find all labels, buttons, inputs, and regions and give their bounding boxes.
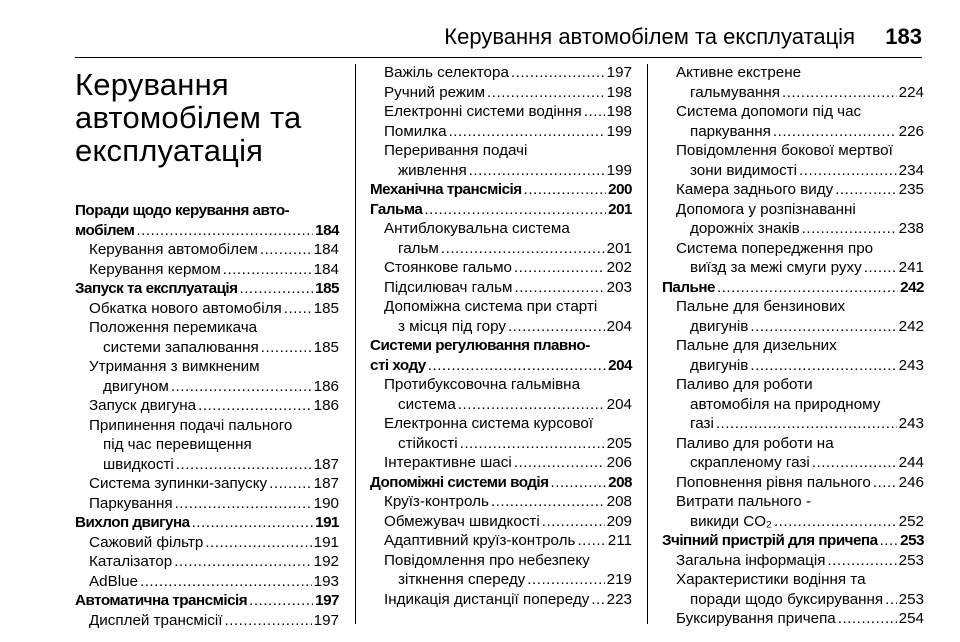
toc-entry[interactable]	[370, 531, 632, 551]
entry-title-line: Система попередження про	[676, 239, 874, 257]
toc-entry[interactable]	[75, 533, 339, 553]
leader-dots	[508, 317, 605, 337]
entry-title: Пальне	[662, 278, 715, 296]
toc-entry[interactable]	[662, 570, 924, 609]
leader-dots	[136, 221, 313, 241]
entry-page-number: 191	[315, 514, 339, 531]
entry-last-line	[384, 317, 632, 337]
entry-title: Інтерактивне шасі	[384, 454, 512, 471]
entry-page-number: 254	[898, 610, 924, 627]
entry-page-number: 242	[898, 317, 924, 335]
column-divider	[355, 64, 356, 624]
entry-page-number: 204	[608, 356, 632, 374]
entry-page-number: 242	[900, 278, 924, 296]
toc-section-entry[interactable]	[75, 591, 339, 611]
entry-page-number: 201	[608, 200, 632, 218]
entry-title-line: Системи регулювання плавно-	[370, 337, 590, 354]
entry-title: Ручний режим	[384, 83, 486, 101]
entry-page-number: 193	[313, 572, 339, 590]
entry-title-line: Електронна система курсової	[384, 415, 594, 432]
leader-dots	[812, 453, 897, 473]
entry-title: Зчіпний пристрій для причепа	[662, 532, 878, 549]
entry-last-line	[676, 219, 924, 239]
entry-title-line: Поради щодо керування авто-	[75, 202, 290, 219]
entry-title: Гальма	[370, 200, 423, 218]
entry-page-number: 187	[313, 455, 339, 473]
entry-title-line: Припинення подачі пального	[89, 416, 293, 434]
entry-title: Електронні системи водіння	[384, 103, 582, 120]
leader-dots	[511, 63, 605, 83]
leader-dots	[428, 356, 606, 376]
entry-page-number: 203	[606, 278, 632, 296]
toc-list	[370, 63, 632, 609]
toc-entry[interactable]	[662, 375, 924, 434]
leader-dots	[799, 161, 897, 181]
entry-title-line: двигуном	[103, 377, 169, 395]
entry-title: Круїз-контроль	[384, 493, 489, 510]
entry-title-line: Положення перемикача	[89, 319, 258, 336]
entry-page-number: 198	[606, 103, 632, 120]
toc-entry[interactable]	[75, 396, 339, 416]
leader-dots	[224, 611, 311, 631]
entry-title-line: автомобіля на природному	[690, 395, 881, 413]
toc-entry[interactable]	[370, 551, 632, 590]
entry-title-line: Антиблокувальна система	[384, 220, 570, 237]
entry-page-number: 219	[606, 571, 632, 588]
entry-page-number: 243	[898, 415, 924, 432]
entry-page-number: 235	[898, 181, 924, 198]
entry-title-line: швидкості	[103, 455, 174, 473]
chapter-title: Керування автомобілем та експлуатація	[75, 67, 302, 168]
toc-entry[interactable]	[370, 453, 632, 473]
entry-title: Адаптивний круїз-контроль	[384, 532, 576, 549]
toc-entry[interactable]	[75, 416, 339, 475]
entry-title: Вихлоп двигуна	[75, 514, 190, 531]
leader-dots	[192, 513, 314, 533]
entry-last-line	[676, 453, 924, 473]
leader-dots	[750, 317, 896, 337]
toc-entry[interactable]	[662, 473, 924, 493]
entry-page-number: 200	[608, 181, 632, 198]
entry-last-line	[89, 338, 339, 358]
toc-section-entry[interactable]	[370, 336, 632, 375]
entry-title: Система зупинки-запуску	[89, 475, 268, 492]
entry-last-line	[89, 455, 339, 475]
entry-page-number: 253	[898, 551, 924, 569]
entry-title-line: система	[398, 395, 456, 413]
entry-page-number: 208	[606, 493, 632, 510]
toc-entry[interactable]	[662, 102, 924, 141]
entry-title: Обмежувач швидкості	[384, 512, 540, 530]
entry-title: Обкатка нового автомобіля	[89, 299, 282, 317]
entry-page-number: 190	[313, 494, 339, 512]
toc-entry[interactable]	[370, 219, 632, 258]
entry-title-line: Система допомоги під час	[676, 103, 862, 120]
leader-dots	[524, 180, 607, 200]
leader-dots	[449, 122, 605, 142]
leader-dots	[261, 338, 312, 358]
leader-dots	[441, 239, 605, 259]
entry-page-number: 208	[608, 473, 632, 491]
toc-entry[interactable]	[370, 63, 632, 83]
entry-title: Паркування	[89, 494, 173, 512]
toc-entry[interactable]	[75, 494, 339, 514]
entry-last-line	[676, 356, 924, 376]
entry-last-line	[676, 512, 924, 532]
entry-last-line	[676, 414, 924, 434]
entry-page-number: 184	[313, 241, 339, 258]
entry-page-number: 209	[606, 512, 632, 530]
entry-title-line: зони видимості	[690, 161, 798, 179]
leader-dots	[284, 299, 312, 319]
toc-entry[interactable]	[370, 258, 632, 278]
leader-dots	[514, 258, 605, 278]
entry-page-number: 198	[606, 83, 632, 101]
entry-title-line: Повідомлення про небезпеку	[384, 551, 590, 569]
toc-entry[interactable]	[370, 122, 632, 142]
entry-title-line: двигунів	[690, 317, 749, 335]
toc-entry[interactable]	[370, 590, 632, 610]
toc-column-2	[370, 63, 632, 609]
page-number: 183	[885, 24, 922, 49]
leader-dots	[838, 609, 897, 629]
leader-dots	[175, 494, 312, 514]
entry-last-line	[384, 161, 632, 181]
entry-page-number: 253	[898, 590, 924, 608]
toc-section-entry[interactable]	[662, 278, 924, 298]
toc-entry[interactable]	[75, 357, 339, 396]
toc-entry[interactable]	[662, 63, 924, 102]
toc-entry[interactable]	[662, 434, 924, 473]
toc-section-entry[interactable]	[370, 180, 632, 200]
leader-dots	[260, 240, 312, 260]
entry-title: Важіль селектора	[384, 64, 509, 81]
leader-dots	[750, 356, 896, 376]
entry-title: Поповнення рівня пального	[676, 473, 871, 491]
entry-page-number: 241	[898, 259, 924, 276]
entry-page-number: 197	[313, 611, 339, 629]
entry-title-line: гальм	[398, 239, 439, 257]
leader-dots	[717, 278, 898, 298]
entry-title-line: газі	[690, 415, 714, 432]
entry-title: Автоматична трансмісія	[75, 592, 248, 609]
leader-dots	[205, 533, 311, 553]
entry-title-line: Паливо для роботи	[676, 376, 813, 393]
entry-title-line: системи запалювання	[103, 338, 259, 356]
entry-title-line: Витрати пального -	[676, 493, 811, 510]
leader-dots	[864, 258, 897, 278]
leader-dots	[527, 570, 604, 590]
entry-title-line: поради щодо буксирування	[690, 590, 884, 608]
entry-page-number: 234	[898, 161, 924, 179]
leader-dots	[198, 396, 312, 416]
entry-page-number: 226	[898, 122, 924, 140]
entry-title-line: під час перевищення	[103, 436, 252, 453]
leader-dots	[514, 453, 605, 473]
leader-dots	[239, 279, 313, 299]
entry-title-line: паркування	[690, 122, 771, 140]
entry-page-number: 223	[606, 590, 632, 608]
entry-title: Підсилювач гальм	[384, 278, 513, 296]
entry-page-number: 211	[607, 532, 632, 549]
entry-title-line: живлення	[398, 161, 467, 179]
leader-dots	[174, 552, 311, 572]
entry-last-line	[384, 239, 632, 259]
entry-page-number: 204	[606, 317, 632, 335]
toc-entry[interactable]	[370, 83, 632, 103]
leader-dots	[835, 180, 896, 200]
toc-entry[interactable]	[370, 492, 632, 512]
toc-entry[interactable]	[75, 552, 339, 572]
entry-title: AdBlue	[89, 572, 138, 590]
toc-entry[interactable]	[370, 141, 632, 180]
entry-title: Допоміжні системи водія	[370, 473, 549, 491]
toc-entry[interactable]	[662, 239, 924, 278]
entry-title-line: мобілем	[75, 221, 135, 239]
leader-dots	[773, 122, 897, 142]
toc-section-entry[interactable]	[370, 473, 632, 493]
leader-dots	[176, 455, 312, 475]
leader-dots	[885, 590, 896, 610]
entry-title-line: двигунів	[690, 356, 749, 374]
toc-section-entry[interactable]	[75, 201, 339, 240]
entry-title-line: Активне екстрене	[676, 64, 802, 81]
toc-entry[interactable]	[75, 572, 339, 592]
leader-dots	[458, 395, 605, 415]
toc-entry[interactable]	[662, 551, 924, 571]
leader-dots	[584, 102, 605, 122]
entry-title-line: Паливо для роботи на	[676, 434, 834, 452]
toc-entry[interactable]	[370, 297, 632, 336]
entry-last-line	[384, 434, 632, 454]
entry-title-line: Допоміжна система при старті	[384, 298, 598, 315]
entry-last-line	[370, 356, 632, 376]
entry-page-number: 186	[313, 377, 339, 395]
leader-dots	[774, 512, 897, 532]
entry-title: Дисплей трансмісії	[89, 611, 223, 629]
toc-entry[interactable]	[370, 414, 632, 453]
entry-page-number: 205	[606, 434, 632, 452]
leader-dots	[591, 590, 604, 610]
entry-title-line: скрапленому газі	[690, 454, 810, 471]
entry-title-line: Утримання з вимкненим	[89, 358, 260, 375]
toc-entry[interactable]	[662, 492, 924, 531]
entry-last-line	[676, 317, 924, 337]
toc-list	[75, 201, 339, 630]
entry-page-number: 199	[606, 122, 632, 140]
entry-title-line: дорожніх знаків	[690, 220, 800, 237]
leader-dots	[223, 260, 312, 280]
running-header-title: Керування автомобілем та експлуатація	[444, 24, 855, 49]
toc-entry[interactable]	[75, 611, 339, 631]
toc-entry[interactable]	[75, 318, 339, 357]
toc-column-3	[662, 63, 924, 629]
leader-dots	[827, 551, 896, 571]
entry-title-line: зіткнення спереду	[398, 571, 526, 588]
entry-title: Керування автомобілем	[89, 241, 258, 258]
entry-title: Каталізатор	[89, 553, 173, 570]
toc-entry[interactable]	[75, 260, 339, 280]
entry-title: Загальна інформація	[676, 551, 826, 569]
leader-dots	[577, 531, 605, 551]
entry-title-line: з місця під гору	[398, 317, 506, 335]
entry-page-number: 192	[313, 553, 339, 570]
entry-title-line: Пальне для бензинових	[676, 298, 846, 315]
entry-title: Механічна трансмісія	[370, 181, 522, 198]
entry-page-number: 185	[313, 338, 339, 356]
toc-entry[interactable]	[75, 299, 339, 319]
toc-entry[interactable]	[370, 102, 632, 122]
entry-last-line	[676, 83, 924, 103]
header-rule	[75, 57, 922, 58]
toc-entry[interactable]	[662, 200, 924, 239]
entry-last-line	[89, 377, 339, 397]
toc-entry[interactable]	[662, 297, 924, 336]
leader-dots	[880, 531, 899, 551]
toc-section-entry[interactable]	[370, 200, 632, 220]
toc-section-entry[interactable]	[75, 279, 339, 299]
toc-entry[interactable]	[662, 180, 924, 200]
entry-title-line: виїзд за межі смуги руху	[690, 259, 862, 276]
leader-dots	[491, 492, 605, 512]
entry-page-number: 184	[313, 260, 339, 278]
leader-dots	[542, 512, 605, 532]
entry-title-line: гальмування	[690, 83, 780, 101]
page-header	[0, 0, 960, 62]
toc-entry[interactable]	[75, 474, 339, 494]
leader-dots	[249, 591, 313, 611]
toc-entry[interactable]	[662, 141, 924, 180]
toc-section-entry[interactable]	[75, 513, 339, 533]
entry-page-number: 185	[315, 280, 339, 297]
entry-page-number: 246	[898, 473, 924, 491]
entry-title: Керування кермом	[89, 260, 221, 278]
leader-dots	[171, 377, 312, 397]
entry-page-number: 224	[898, 83, 924, 101]
toc-entry[interactable]	[75, 240, 339, 260]
leader-dots	[269, 474, 312, 494]
leader-dots	[802, 219, 897, 239]
leader-dots	[873, 473, 897, 493]
toc-entry[interactable]	[370, 375, 632, 414]
leader-dots	[469, 161, 605, 181]
leader-dots	[551, 473, 607, 493]
entry-title-line: викиди CO₂	[690, 512, 772, 530]
entry-title: Стоянкове гальмо	[384, 259, 512, 276]
toc-section-entry[interactable]	[662, 531, 924, 551]
entry-last-line	[676, 258, 924, 278]
leader-dots	[424, 200, 606, 220]
leader-dots	[716, 414, 897, 434]
entry-page-number: 191	[313, 533, 339, 551]
toc-entry[interactable]	[370, 278, 632, 298]
entry-title: Помилка	[384, 122, 447, 140]
entry-title-line: Допомога у розпізнаванні	[676, 200, 856, 218]
entry-page-number: 202	[606, 259, 632, 276]
entry-title-line: Характеристики водіння та	[676, 571, 866, 588]
entry-page-number: 253	[900, 532, 924, 549]
entry-title: Сажовий фільтр	[89, 533, 204, 551]
entry-page-number: 206	[606, 454, 632, 471]
toc-entry[interactable]	[370, 512, 632, 532]
entry-page-number: 185	[313, 299, 339, 317]
entry-page-number: 187	[313, 475, 339, 492]
entry-page-number: 197	[315, 592, 339, 609]
toc-entry[interactable]	[662, 336, 924, 375]
entry-title: Запуск та експлуатація	[75, 280, 238, 297]
entry-title-line: стійкості	[398, 434, 458, 452]
entry-page-number: 199	[606, 161, 632, 179]
entry-page-number: 243	[898, 356, 924, 374]
entry-page-number: 204	[606, 395, 632, 413]
entry-page-number: 252	[898, 512, 924, 530]
entry-page-number: 238	[898, 220, 924, 237]
entry-last-line	[676, 122, 924, 142]
leader-dots	[515, 278, 605, 298]
toc-column-1	[75, 62, 339, 630]
entry-title: Індикація дистанції попереду	[384, 590, 590, 608]
entry-last-line	[384, 570, 632, 590]
entry-title: Запуск двигуна	[89, 397, 197, 414]
toc-list	[662, 63, 924, 629]
entry-last-line	[676, 161, 924, 181]
leader-dots	[782, 83, 897, 103]
entry-last-line	[384, 395, 632, 415]
entry-page-number: 201	[606, 239, 632, 257]
entry-title-line: Протибуксовочна гальмівна	[384, 376, 581, 393]
entry-title: Буксирування причепа	[676, 610, 836, 627]
leader-dots	[487, 83, 605, 103]
leader-dots	[460, 434, 605, 454]
entry-last-line	[75, 221, 339, 241]
entry-title-line: Пальне для дизельних	[676, 337, 837, 354]
entry-title-line: Переривання подачі	[384, 142, 528, 159]
entry-page-number: 244	[898, 454, 924, 471]
leader-dots	[140, 572, 312, 592]
entry-page-number: 184	[315, 221, 339, 239]
entry-title-line: Повідомлення бокової мертвої	[676, 142, 893, 159]
entry-last-line	[676, 590, 924, 610]
toc-entry[interactable]	[662, 609, 924, 629]
entry-title: Камера заднього виду	[676, 181, 834, 198]
entry-page-number: 186	[313, 397, 339, 414]
column-divider	[647, 64, 648, 624]
entry-title-line: сті ходу	[370, 356, 426, 374]
entry-page-number: 197	[606, 64, 632, 81]
